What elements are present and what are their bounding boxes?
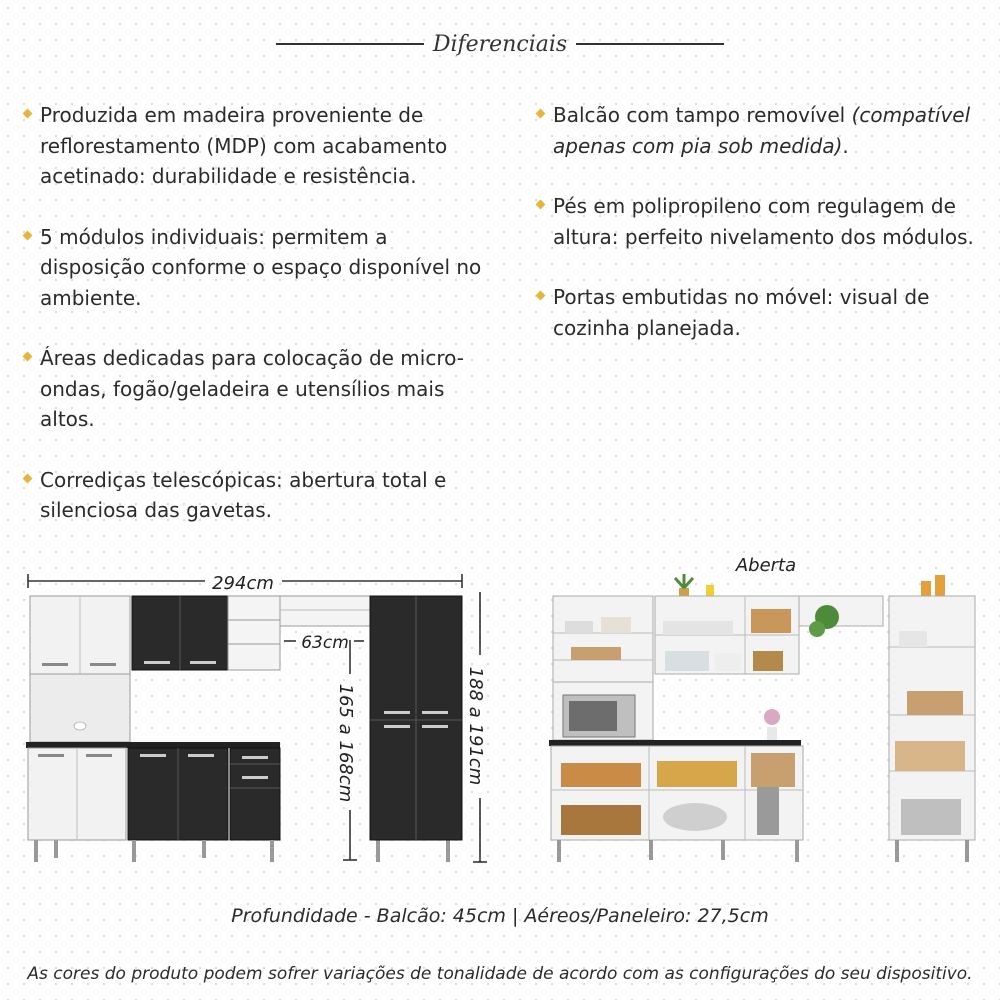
page-title: Diferenciais	[432, 31, 568, 57]
plant-icon	[675, 574, 714, 596]
features-left-column	[24, 100, 484, 556]
gap-dimension	[284, 633, 364, 653]
counter-height-dimension	[335, 640, 357, 860]
feature-text: Balcão com tampo removível	[553, 103, 852, 127]
feature-item	[24, 222, 484, 314]
feature-item	[537, 191, 987, 252]
diamond-bullet-icon	[23, 109, 33, 119]
feature-item	[24, 465, 484, 526]
feature-item	[537, 282, 987, 343]
open-kitchen-illustration	[545, 555, 985, 870]
feature-text: Portas embutidas no móvel: visual de cozinha planejada.	[553, 285, 930, 340]
diamond-bullet-icon	[23, 352, 33, 362]
diamond-bullet-icon	[23, 473, 33, 483]
feature-text: Produzida em madeira proveniente de reflorestamento (MDP) com acabamento acetinado: durabilidade e resistência.	[40, 103, 448, 188]
feature-text: Corrediças telescópicas: abertura total e silenciosa das gavetas.	[40, 467, 447, 522]
microwave-niche	[30, 674, 130, 742]
color-disclaimer: As cores do produto podem sofrer variações de tonalidade de acordo com as configurações do seu dispositivo.	[27, 964, 973, 984]
cabinet-legs	[557, 840, 969, 862]
diamond-bullet-icon	[23, 230, 33, 240]
depth-caption: Profundidade - Balcão: 45cm | Aéreos/Paneleiro: 27,5cm	[231, 905, 769, 927]
header-line-left	[276, 43, 424, 45]
tower-height-label: 188 a 191cm	[465, 666, 486, 786]
kitchen-dimension-drawing	[20, 560, 500, 870]
lower-black-cabinet	[128, 748, 280, 840]
header-line-right	[576, 43, 724, 45]
section-header	[0, 26, 1000, 62]
tower-height-dimension	[465, 592, 487, 862]
feature-item	[24, 100, 484, 192]
diamond-bullet-icon	[536, 109, 546, 119]
open-lower-cabinet	[551, 746, 803, 840]
feature-text: 5 módulos individuais: permitem a disposição conforme o espaço disponível no ambiente.	[40, 224, 482, 310]
countertop	[549, 740, 801, 746]
feature-text: Áreas dedicadas para colocação de micro-ondas, fogão/geladeira e utensílios mais altos.	[40, 346, 464, 431]
tall-black-cabinet	[370, 596, 462, 840]
features-right-column	[537, 100, 987, 373]
microwave-icon	[553, 682, 653, 740]
feature-item	[537, 100, 987, 161]
countertop	[26, 742, 280, 748]
open-upper-cabinet	[655, 596, 799, 674]
open-tall-cabinet	[889, 596, 975, 840]
cabinet-legs	[34, 840, 450, 862]
flower-icon	[764, 709, 780, 740]
feature-text: Pés em polipropileno com regulagem de altura: perfeito nivelamento dos módulos.	[553, 194, 974, 249]
feature-item	[24, 343, 484, 435]
gap-label: 63cm	[301, 633, 349, 653]
width-dimension	[28, 573, 462, 594]
width-label: 294cm	[212, 573, 274, 594]
counter-height-label: 165 a 168cm	[335, 683, 356, 803]
lower-white-cabinet	[28, 748, 126, 840]
open-shelf-unit	[799, 596, 883, 637]
feature-note: (compatível apenas com pia sob medida)	[553, 103, 971, 158]
feature-punctuation: .	[842, 133, 849, 158]
open-label: Aberta	[735, 555, 797, 576]
open-upper-cabinet	[553, 596, 653, 682]
diamond-bullet-icon	[536, 200, 546, 210]
upper-white-cabinet	[30, 596, 130, 674]
diamond-bullet-icon	[536, 291, 546, 301]
vase-icon	[921, 575, 945, 596]
upper-black-cabinet	[132, 596, 228, 670]
